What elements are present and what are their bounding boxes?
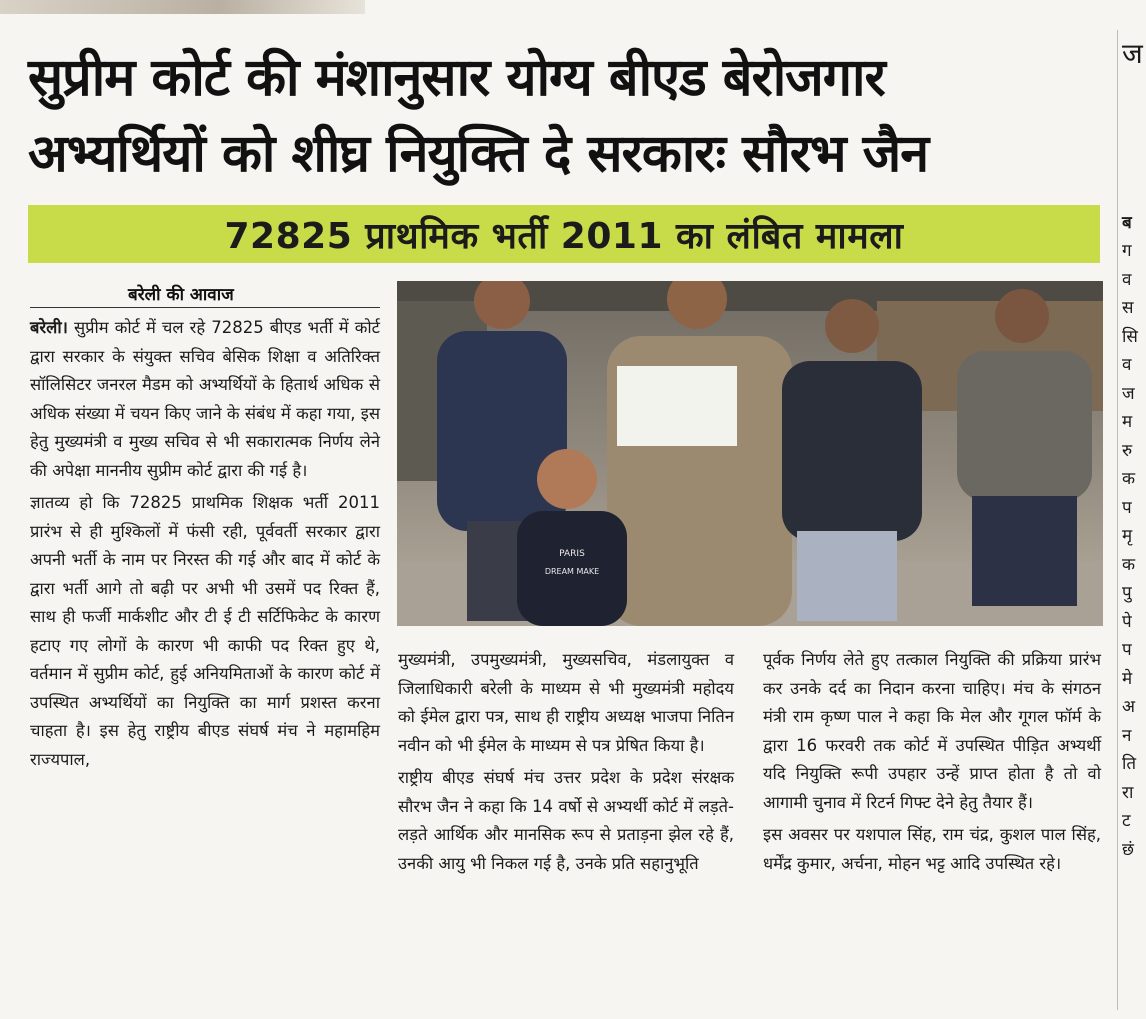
side-fragment: ज — [1122, 37, 1143, 70]
headline — [28, 40, 1108, 192]
side-fragment: ग — [1122, 241, 1132, 261]
byline-divider — [30, 307, 380, 308]
side-fragment: म — [1122, 412, 1133, 432]
side-fragment: पे — [1122, 611, 1132, 632]
side-fragment: स — [1122, 298, 1134, 318]
article-column-3 — [763, 646, 1101, 882]
side-fragment: रा — [1122, 782, 1134, 803]
side-fragment: व — [1122, 355, 1132, 375]
article-column-2 — [398, 646, 734, 882]
byline: बरेली की आवाज — [128, 285, 234, 305]
article-paragraph — [30, 314, 380, 485]
news-photo-illustration — [397, 281, 1103, 626]
dateline: बरेली। — [30, 318, 68, 337]
article-paragraph: मुख्यमंत्री, उपमुख्यमंत्री, मुख्यसचिव, मंडलायुक्त व जिलाधिकारी बरेली के माध्यम से भी मुख्यमंत्री महोदय को ईमेल द्वारा पत्र, साथ ही राष्ट्रीय अध्यक्ष भाजपा नितिन नवीन को भी ईमेल के माध्यम से पत्र प्रेषित किया है। — [398, 650, 734, 755]
photo-shirt-text-bottom: DREAM MAKE — [544, 567, 600, 576]
side-fragment: पु — [1122, 583, 1132, 603]
adjacent-article-fragment — [1122, 37, 1146, 864]
side-fragment: मृ — [1122, 526, 1133, 546]
side-fragment: ज — [1122, 383, 1135, 404]
side-fragment: प — [1122, 497, 1132, 518]
column-divider — [1117, 30, 1118, 1010]
article-paragraph: ज्ञातव्य हो कि 72825 प्राथमिक शिक्षक भर्ती 2011 प्रारंभ से ही मुश्किलों में फंसी रही, पूर्ववर्ती सरकार द्वारा अपनी भर्ती के नाम पर निरस्त की गई और बाद में कोर्ट के द्वारा भर्ती आगे तो बढ़ी पर अभी भी उसमें पद रिक्त हैं, साथ ही फर्जी मार्कशीट और टी ई टी सर्टिफिकेट के कारण हटाए गए लोगों के कारण भी काफी पद रिक्त हुए थे, वर्तमान में सुप्रीम कोर्ट, हुई अनियमिताओं के कारण कोर्ट में उपस्थित अभ्यर्थियों का नियुक्ति का मार्ग प्रशस्त करना चाहता है। इस हेतु राष्ट्रीय बीएड संघर्ष मंच ने महामहिम राज्यपाल, — [30, 493, 380, 769]
side-fragment: ति — [1122, 754, 1137, 774]
side-fragment: छं — [1122, 839, 1134, 860]
headline-line-1: सुप्रीम कोर्ट की मंशानुसार योग्य बीएड बेरोजगार — [28, 48, 885, 108]
headline-line-2: अभ्यर्थियों को शीघ्र नियुक्ति दे सरकारः सौरभ जैन — [28, 124, 929, 184]
side-fragment: ब — [1122, 212, 1132, 233]
photo-shirt-text-top: PARIS — [559, 549, 585, 559]
side-fragment: क — [1122, 469, 1136, 489]
article-column-1 — [30, 314, 380, 778]
side-fragment: ट — [1122, 811, 1131, 831]
article-paragraph: इस अवसर पर यशपाल सिंह, राम चंद्र, कुशल पाल सिंह, धर्मेंद्र कुमार, अर्चना, मोहन भट्ट आदि उपस्थित रहे। — [763, 825, 1101, 873]
article-paragraph: पूर्वक निर्णय लेते हुए तत्काल नियुक्ति की प्रक्रिया प्रारंभ कर उनके दर्द का निदान करना चाहिए। मंच के संगठन मंत्री राम कृष्ण पाल ने कहा कि मेल और गूगल फॉर्म के द्वारा 16 फरवरी तक कोर्ट में उपस्थित पीड़ित अभ्यर्थी यदि नियुक्ति रूपी उपहार उन्हें प्राप्त होता है तो वो आगामी चुनाव में रिटर्न गिफ्ट देने हेतु तैयार हैं। — [763, 650, 1101, 812]
top-photo-strip — [0, 0, 365, 14]
subheadline-text: 72825 प्राथमिक भर्ती 2011 का लंबित मामला — [224, 215, 904, 257]
side-fragment: व — [1122, 269, 1132, 290]
side-fragment: क — [1122, 554, 1136, 575]
side-fragment: प — [1122, 640, 1132, 660]
side-fragment: मे — [1122, 668, 1133, 689]
article-paragraph: राष्ट्रीय बीएड संघर्ष मंच उत्तर प्रदेश के प्रदेश संरक्षक सौरभ जैन ने कहा कि 14 वर्षो से अभ्यर्थी कोर्ट में लड़ते-लड़ते आर्थिक और मानसिक रूप से प्रताड़ना झेल रहे हैं, उनकी आयु भी निकल गई है, उनके प्रति सहानुभूति — [398, 768, 734, 873]
side-fragment: सि — [1122, 326, 1138, 347]
news-photo — [397, 281, 1103, 626]
subheadline-banner — [28, 205, 1100, 263]
side-fragment: अ — [1122, 697, 1135, 717]
side-fragment: न — [1122, 725, 1132, 746]
side-fragment: रु — [1122, 440, 1133, 461]
paragraph-text: सुप्रीम कोर्ट में चल रहे 72825 बीएड भर्ती में कोर्ट द्वारा सरकार के संयुक्त सचिव बेसिक शिक्षा व अतिरिक्त सॉलिसिटर जनरल मैडम को अभ्यर्थियों के हितार्थ अधिक से अधिक संख्या में चयन किए जाने के संबंध में कहा गया, इस हेतु मुख्यमंत्री व मुख्य सचिव से भी सकारात्मक निर्णय लेने की अपेक्षा माननीय सुप्रीम कोर्ट द्वारा की गई है। — [30, 318, 380, 480]
